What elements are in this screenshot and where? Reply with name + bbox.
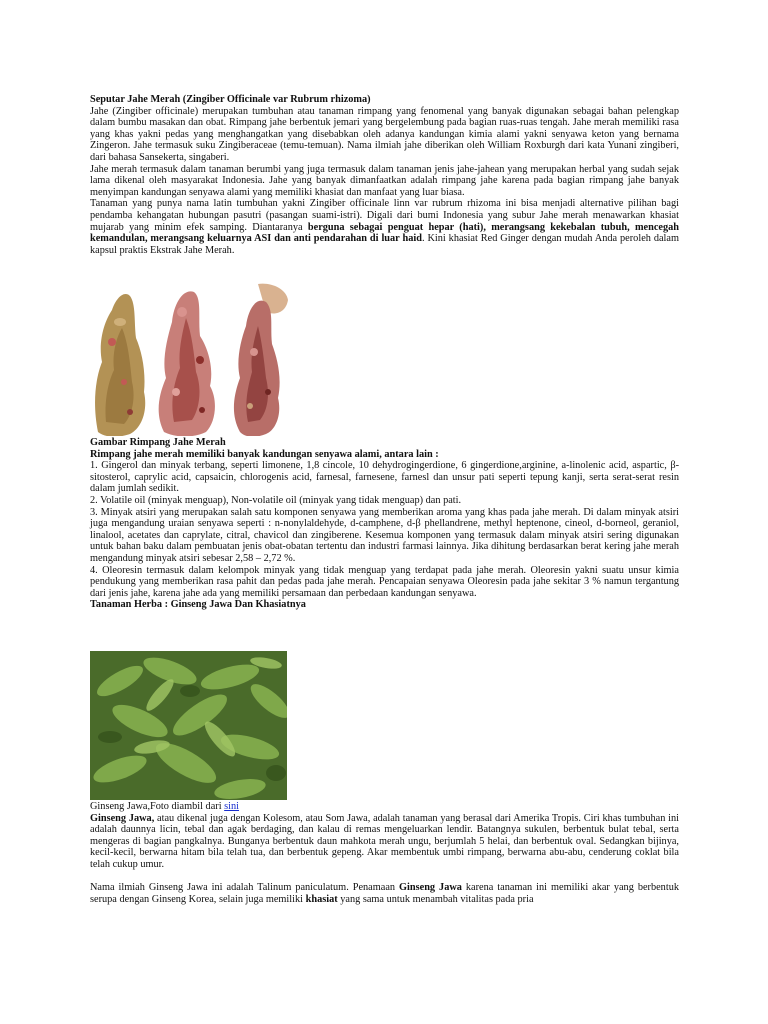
paragraph-ginseng-description: Ginseng Jawa, atau dikenal juga dengan Kolesom, atau Som Jawa, adalah tanaman yang berasal dari Amerika Tropis. Ciri khas tumbuhan ini adalah daunnya licin, tebal dan agak berdaging, dan kalau di remas mengeluarkan lendir. Batangnya sukulen, berbentuk bulat tebal, serta mengeras di bagian pangkalnya. Bunganya berbentuk daun mahkota merah ungu, berjumlah 5 helai, dan berbentuk oval. Sedangkan bijinya, kecil-kecil, berwarna hitam bila telah tua, dan berbentuk gepeng. Akar membentuk umbi rimpang, berwarna abu-abu, cenderung coklat bila telah cukup umur. [90,812,679,870]
paragraph-jahe-tanaman: Jahe merah termasuk dalam tanaman berumbi yang juga termasuk dalam tanaman jenis jahe-jahean yang merupakan herbal yang sudah sejak lama dikenal oleh masyarakat Indonesia. Jahe yang banyak dimanfaatkan adalah rimpang jahe karena pada bagian rimpang jahe banyak menyimpan kandungan senyawa alami yang memiliki khasiat dan manfaat yang luar biasa. [90,163,679,198]
heading-kandungan: Rimpang jahe merah memiliki banyak kandungan senyawa alami, antara lain : [90,448,439,460]
image-caption-ginseng: Ginseng Jawa,Foto diambil dari sini [90,801,240,812]
paragraph-spacer [90,871,679,883]
heading-jahe-merah: Seputar Jahe Merah (Zingiber Officinale var Rubrum rhizoma) [90,94,371,105]
kandungan-section [90,437,679,611]
source-link[interactable]: sini [224,801,240,812]
list-item-gingerol: 1. Gingerol dan minyak terbang, seperti limonene, 1,8 cincole, 10 dehydrogingerdione, 6 gingerdione,arginine, a-linolenic acid, aspartic, β-sitosterol, caprylic acid, capsaicin, chlorogenis acid, farnesal, farnesene, farnesl dan unsur pati seperti tepung kanji, serta serat-serat resin dalam jumlah sedikit. [90,460,679,495]
ginseng-jawa-leaves-photo [90,651,287,800]
image-caption-rimpang: Gambar Rimpang Jahe Merah [90,437,226,448]
list-item-oleoresin: 4. Oleoresin termasuk dalam kelompok minyak yang tidak menguap yang terdapat pada jahe merah. Oleoresin yakni suatu unsur kimia pendukung yang memberikan rasa pahit dan pedas pada jahe merah. Pencapaian senyawa Oleoresin pada jahe sekitar 3 % namun tergantung dari jenis jahe, karena jahe ada yang memiliki persamaan dan perbedaan kandungan senyawa. [90,564,679,599]
intro-section [90,94,679,256]
ginseng-section [90,801,679,905]
red-ginger-rhizome-photo [90,282,290,436]
paragraph-jahe-khasiat: Tanaman yang punya nama latin tumbuhan yakni Zingiber officinale linn var rubrum rhizoma ini bisa menjadi alternative pilihan bagi pendamba kehangatan hubungan pasutri (pasangan suami-istri). Digali dari bumi Indonesia yang subur Jahe merah menawarkan khasiat mujarab yang minim efek samping. Diantaranya berguna sebagai penguat hepar (hati), merangsang kekebalan tubuh, mencegah kemandulan, merangsang keluarnya ASI dan anti pendarahan di luar haid. Kini khasiat Red Ginger dengan mudah Anda peroleh dalam kapsul praktis Ekstrak Jahe Merah. [90,198,679,256]
heading-ginseng-jawa: Tanaman Herba : Ginseng Jawa Dan Khasiatnya [90,599,306,611]
list-item-minyak-atsiri: 3. Minyak atsiri yang merupakan salah satu komponen senyawa yang memberikan aroma yang khas pada jahe merah. Di dalam minyak atsiri juga mengandung uraian senyawa seperti : n-nonylaldehyde, d-camphene, d-β phellandrene, methyl heptenone, cineol, d-borneol, geraniol, linalool, acetates dan caprylate, citral, chavicol dan zingiberene. Kesemua komponen yang termasuk dalam minyak atsiri sering digunakan untuk bahan baku dalam pembuatan jenis obat-obatan tertentu dan industri farmasi lainnya. Jika dihitung berdasarkan berat kering jahe merah mengandung minyak atsiri sebesar 2,58 – 2,72 %. [90,506,679,564]
paragraph-ginseng-nama: Nama ilmiah Ginseng Jawa ini adalah Talinum paniculatum. Penamaan Ginseng Jawa karena tanaman ini memiliki akar yang berbentuk serupa dengan Ginseng Korea, selain juga memiliki khasiat yang sama untuk menambah vitalitas pada pria [90,882,679,905]
khasiat-bold-text: berguna sebagai penguat hepar (hati), merangsang kekebalan tubuh, mencegah kemandulan, merangsang keluarnya ASI dan anti pendarahan di luar haid [90,221,679,245]
list-item-volatile-oil: 2. Volatile oil (minyak menguap), Non-volatile oil (minyak yang tidak menguap) dan pati. [90,494,462,506]
paragraph-jahe-intro: Jahe (Zingiber officinale) merupakan tumbuhan atau tanaman rimpang yang fenomenal yang banyak digunakan sebagai bahan pelengkap dalam bumbu masakan dan obat. Rimpang jahe berbentuk jemari yang bergelembung pada bagian ruas-ruas tengah. Jahe merah memiliki rasa yang khas yakni pedas yang menghangatkan yang disebabkan oleh adanya kandungan kimia alami yakni senyawa keton yang bernama Zingeron. Jahe termasuk suku Zingiberaceae (temu-temuan). Nama ilmiah jahe diberikan oleh William Roxburgh dari kata Yunani zingiberi, dari bahasa Sansekerta, singaberi. [90,105,679,163]
